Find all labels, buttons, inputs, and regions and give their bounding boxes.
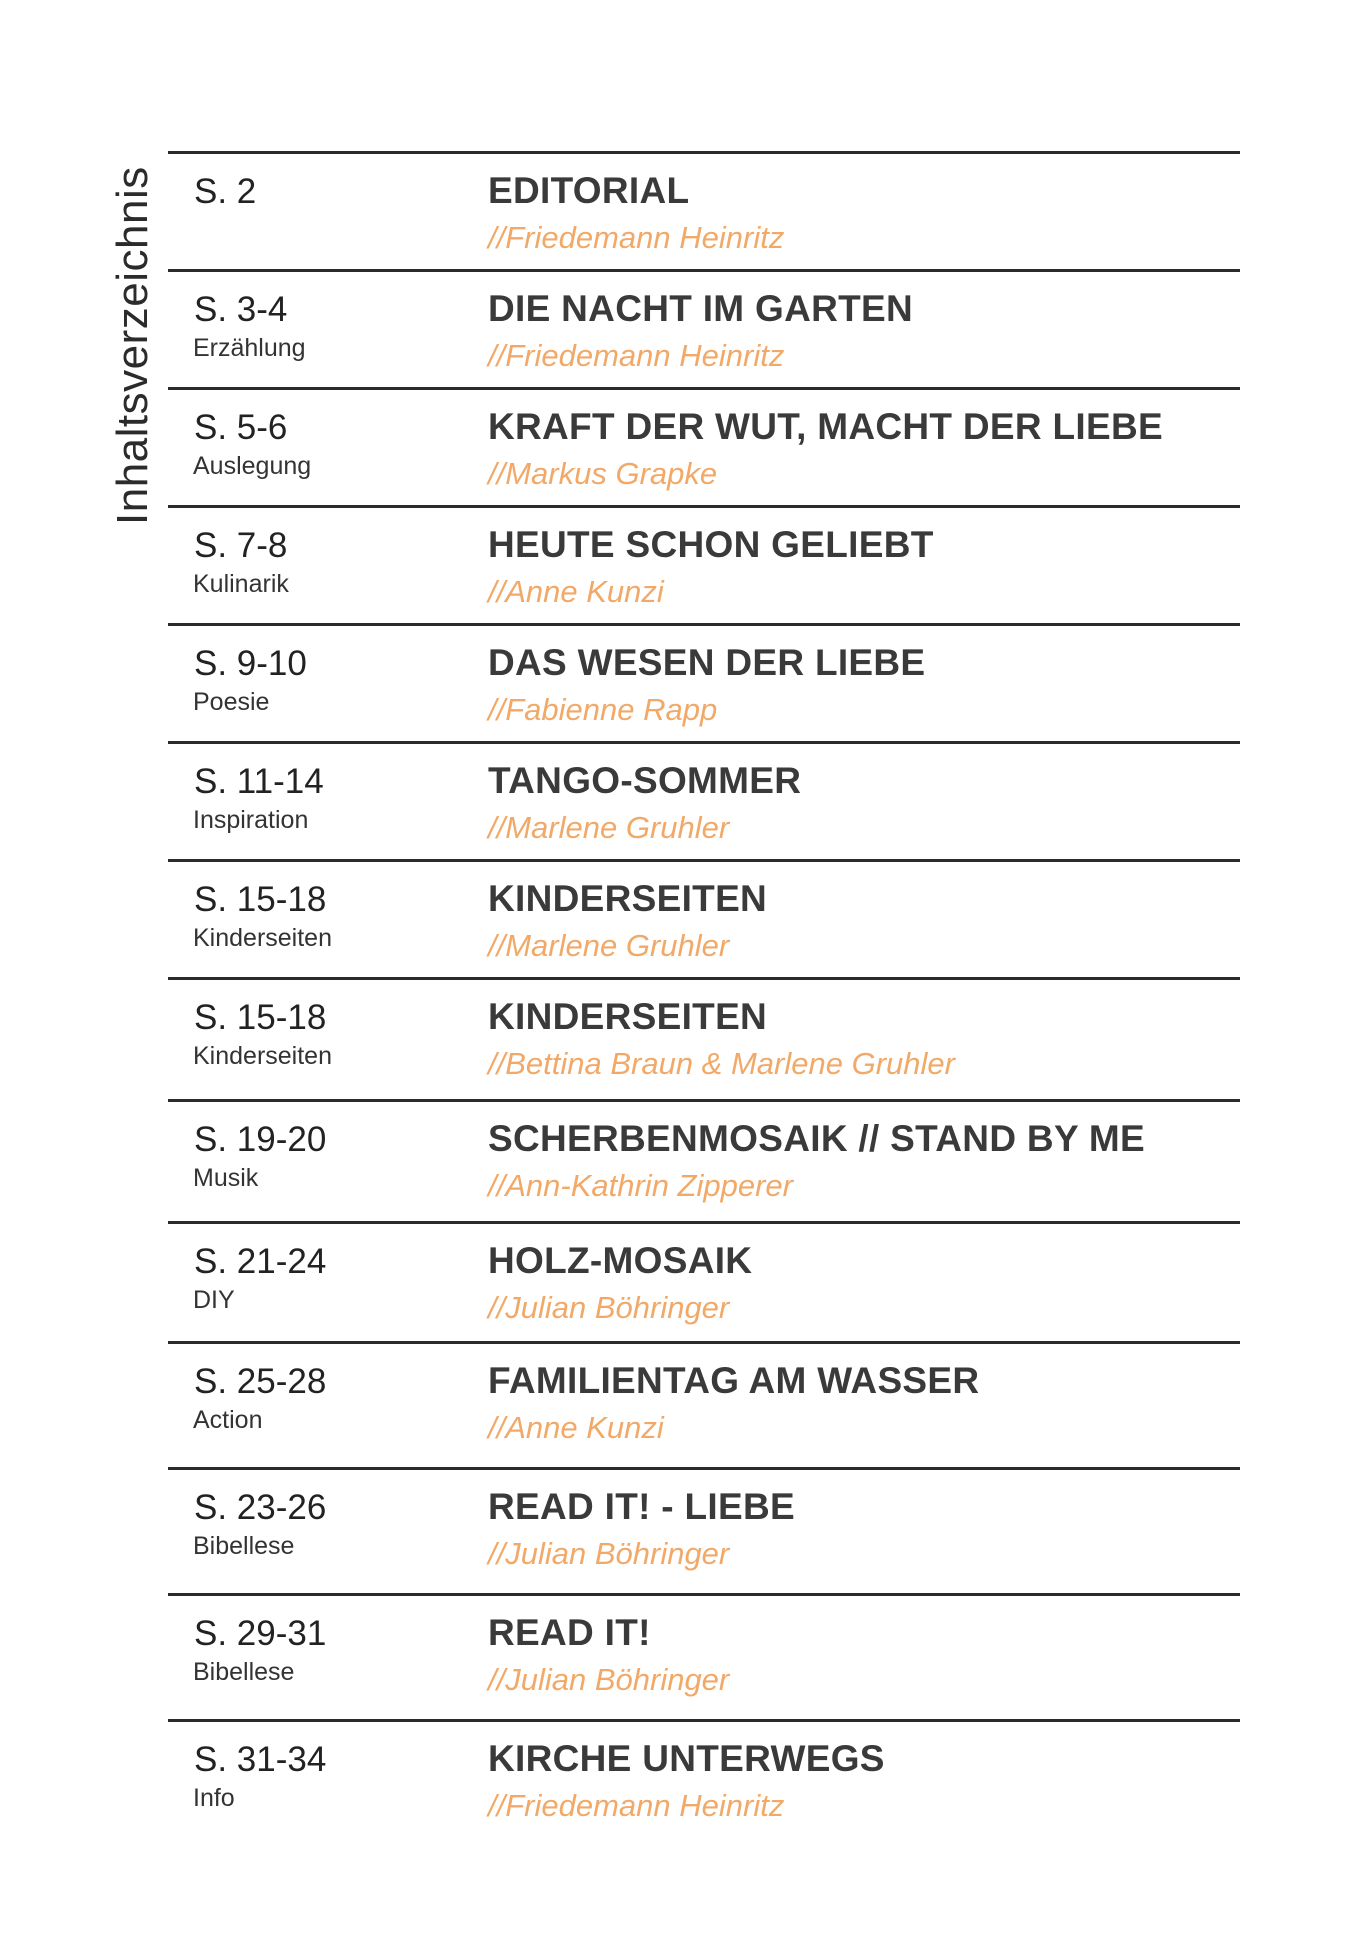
- toc-row[interactable]: [168, 1099, 1240, 1221]
- toc-category: Kinderseiten: [193, 1042, 332, 1070]
- toc-category: Action: [193, 1406, 263, 1434]
- toc-category: Kinderseiten: [193, 924, 332, 952]
- toc-author: //Julian Böhringer: [488, 1536, 730, 1571]
- toc-page-range: S. 29-31: [194, 1614, 327, 1653]
- toc-title: EDITORIAL: [488, 170, 690, 211]
- toc-row[interactable]: [168, 977, 1240, 1099]
- toc-title: KINDERSEITEN: [488, 878, 768, 919]
- toc-row[interactable]: [168, 1593, 1240, 1719]
- toc-category: Bibellese: [193, 1532, 295, 1560]
- toc-page-range: S. 25-28: [194, 1362, 327, 1401]
- toc-row[interactable]: [168, 151, 1240, 269]
- toc-page-range: S. 31-34: [194, 1740, 327, 1779]
- toc-row[interactable]: [168, 623, 1240, 741]
- toc-author: //Ann-Kathrin Zipperer: [488, 1168, 793, 1203]
- toc-title: SCHERBENMOSAIK // STAND BY ME: [488, 1118, 1145, 1159]
- toc-author: //Julian Böhringer: [488, 1662, 730, 1697]
- toc-row[interactable]: [168, 269, 1240, 387]
- toc-category: Kulinarik: [193, 570, 289, 598]
- toc-page-range: S. 21-24: [194, 1242, 327, 1281]
- toc-page-range: S. 15-18: [194, 998, 327, 1037]
- toc-author: //Fabienne Rapp: [488, 692, 718, 727]
- toc-row[interactable]: [168, 1341, 1240, 1467]
- toc-title: HEUTE SCHON GELIEBT: [488, 524, 934, 565]
- toc-page-range: S. 5-6: [194, 408, 288, 447]
- toc-title: KIRCHE UNTERWEGS: [488, 1738, 885, 1779]
- toc-author: //Marlene Gruhler: [488, 810, 730, 845]
- toc-title: READ IT! - LIEBE: [488, 1486, 795, 1527]
- toc-author: //Friedemann Heinritz: [488, 220, 785, 255]
- toc-row[interactable]: [168, 1719, 1240, 1845]
- toc-page-range: S. 3-4: [194, 290, 288, 329]
- toc-author: //Anne Kunzi: [488, 1410, 664, 1445]
- toc-page-range: S. 7-8: [194, 526, 288, 565]
- toc-row[interactable]: [168, 1467, 1240, 1593]
- toc-title: DIE NACHT IM GARTEN: [488, 288, 914, 329]
- toc-page-range: S. 2: [194, 172, 257, 211]
- toc-title: TANGO-SOMMER: [488, 760, 802, 801]
- side-title: Inhaltsverzeichnis: [108, 166, 157, 525]
- toc-category: Inspiration: [193, 806, 309, 834]
- table-of-contents: [168, 151, 1240, 1845]
- toc-category: Musik: [193, 1164, 259, 1192]
- toc-page-range: S. 11-14: [194, 762, 324, 801]
- toc-page-range: S. 19-20: [194, 1120, 327, 1159]
- toc-title: HOLZ-MOSAIK: [488, 1240, 753, 1281]
- toc-category: DIY: [193, 1286, 235, 1314]
- toc-category: Bibellese: [193, 1658, 295, 1686]
- toc-page-range: S. 23-26: [194, 1488, 327, 1527]
- toc-author: //Markus Grapke: [488, 456, 718, 491]
- toc-category: Info: [193, 1784, 235, 1812]
- toc-row[interactable]: [168, 387, 1240, 505]
- toc-author: //Anne Kunzi: [488, 574, 664, 609]
- toc-row[interactable]: [168, 505, 1240, 623]
- toc-author: //Bettina Braun & Marlene Gruhler: [488, 1046, 955, 1081]
- toc-page-range: S. 9-10: [194, 644, 307, 683]
- toc-author: //Marlene Gruhler: [488, 928, 730, 963]
- toc-row[interactable]: [168, 741, 1240, 859]
- toc-title: DAS WESEN DER LIEBE: [488, 642, 926, 683]
- toc-author: //Julian Böhringer: [488, 1290, 730, 1325]
- toc-title: KRAFT DER WUT, MACHT DER LIEBE: [488, 406, 1163, 447]
- toc-row[interactable]: [168, 1221, 1240, 1341]
- toc-row[interactable]: [168, 859, 1240, 977]
- toc-category: Erzählung: [193, 334, 306, 362]
- toc-title: FAMILIENTAG AM WASSER: [488, 1360, 980, 1401]
- toc-category: Poesie: [193, 688, 270, 716]
- toc-author: //Friedemann Heinritz: [488, 338, 785, 373]
- toc-title: KINDERSEITEN: [488, 996, 768, 1037]
- toc-page-range: S. 15-18: [194, 880, 327, 919]
- toc-title: READ IT!: [488, 1612, 651, 1653]
- toc-author: //Friedemann Heinritz: [488, 1788, 785, 1823]
- toc-category: Auslegung: [193, 452, 312, 480]
